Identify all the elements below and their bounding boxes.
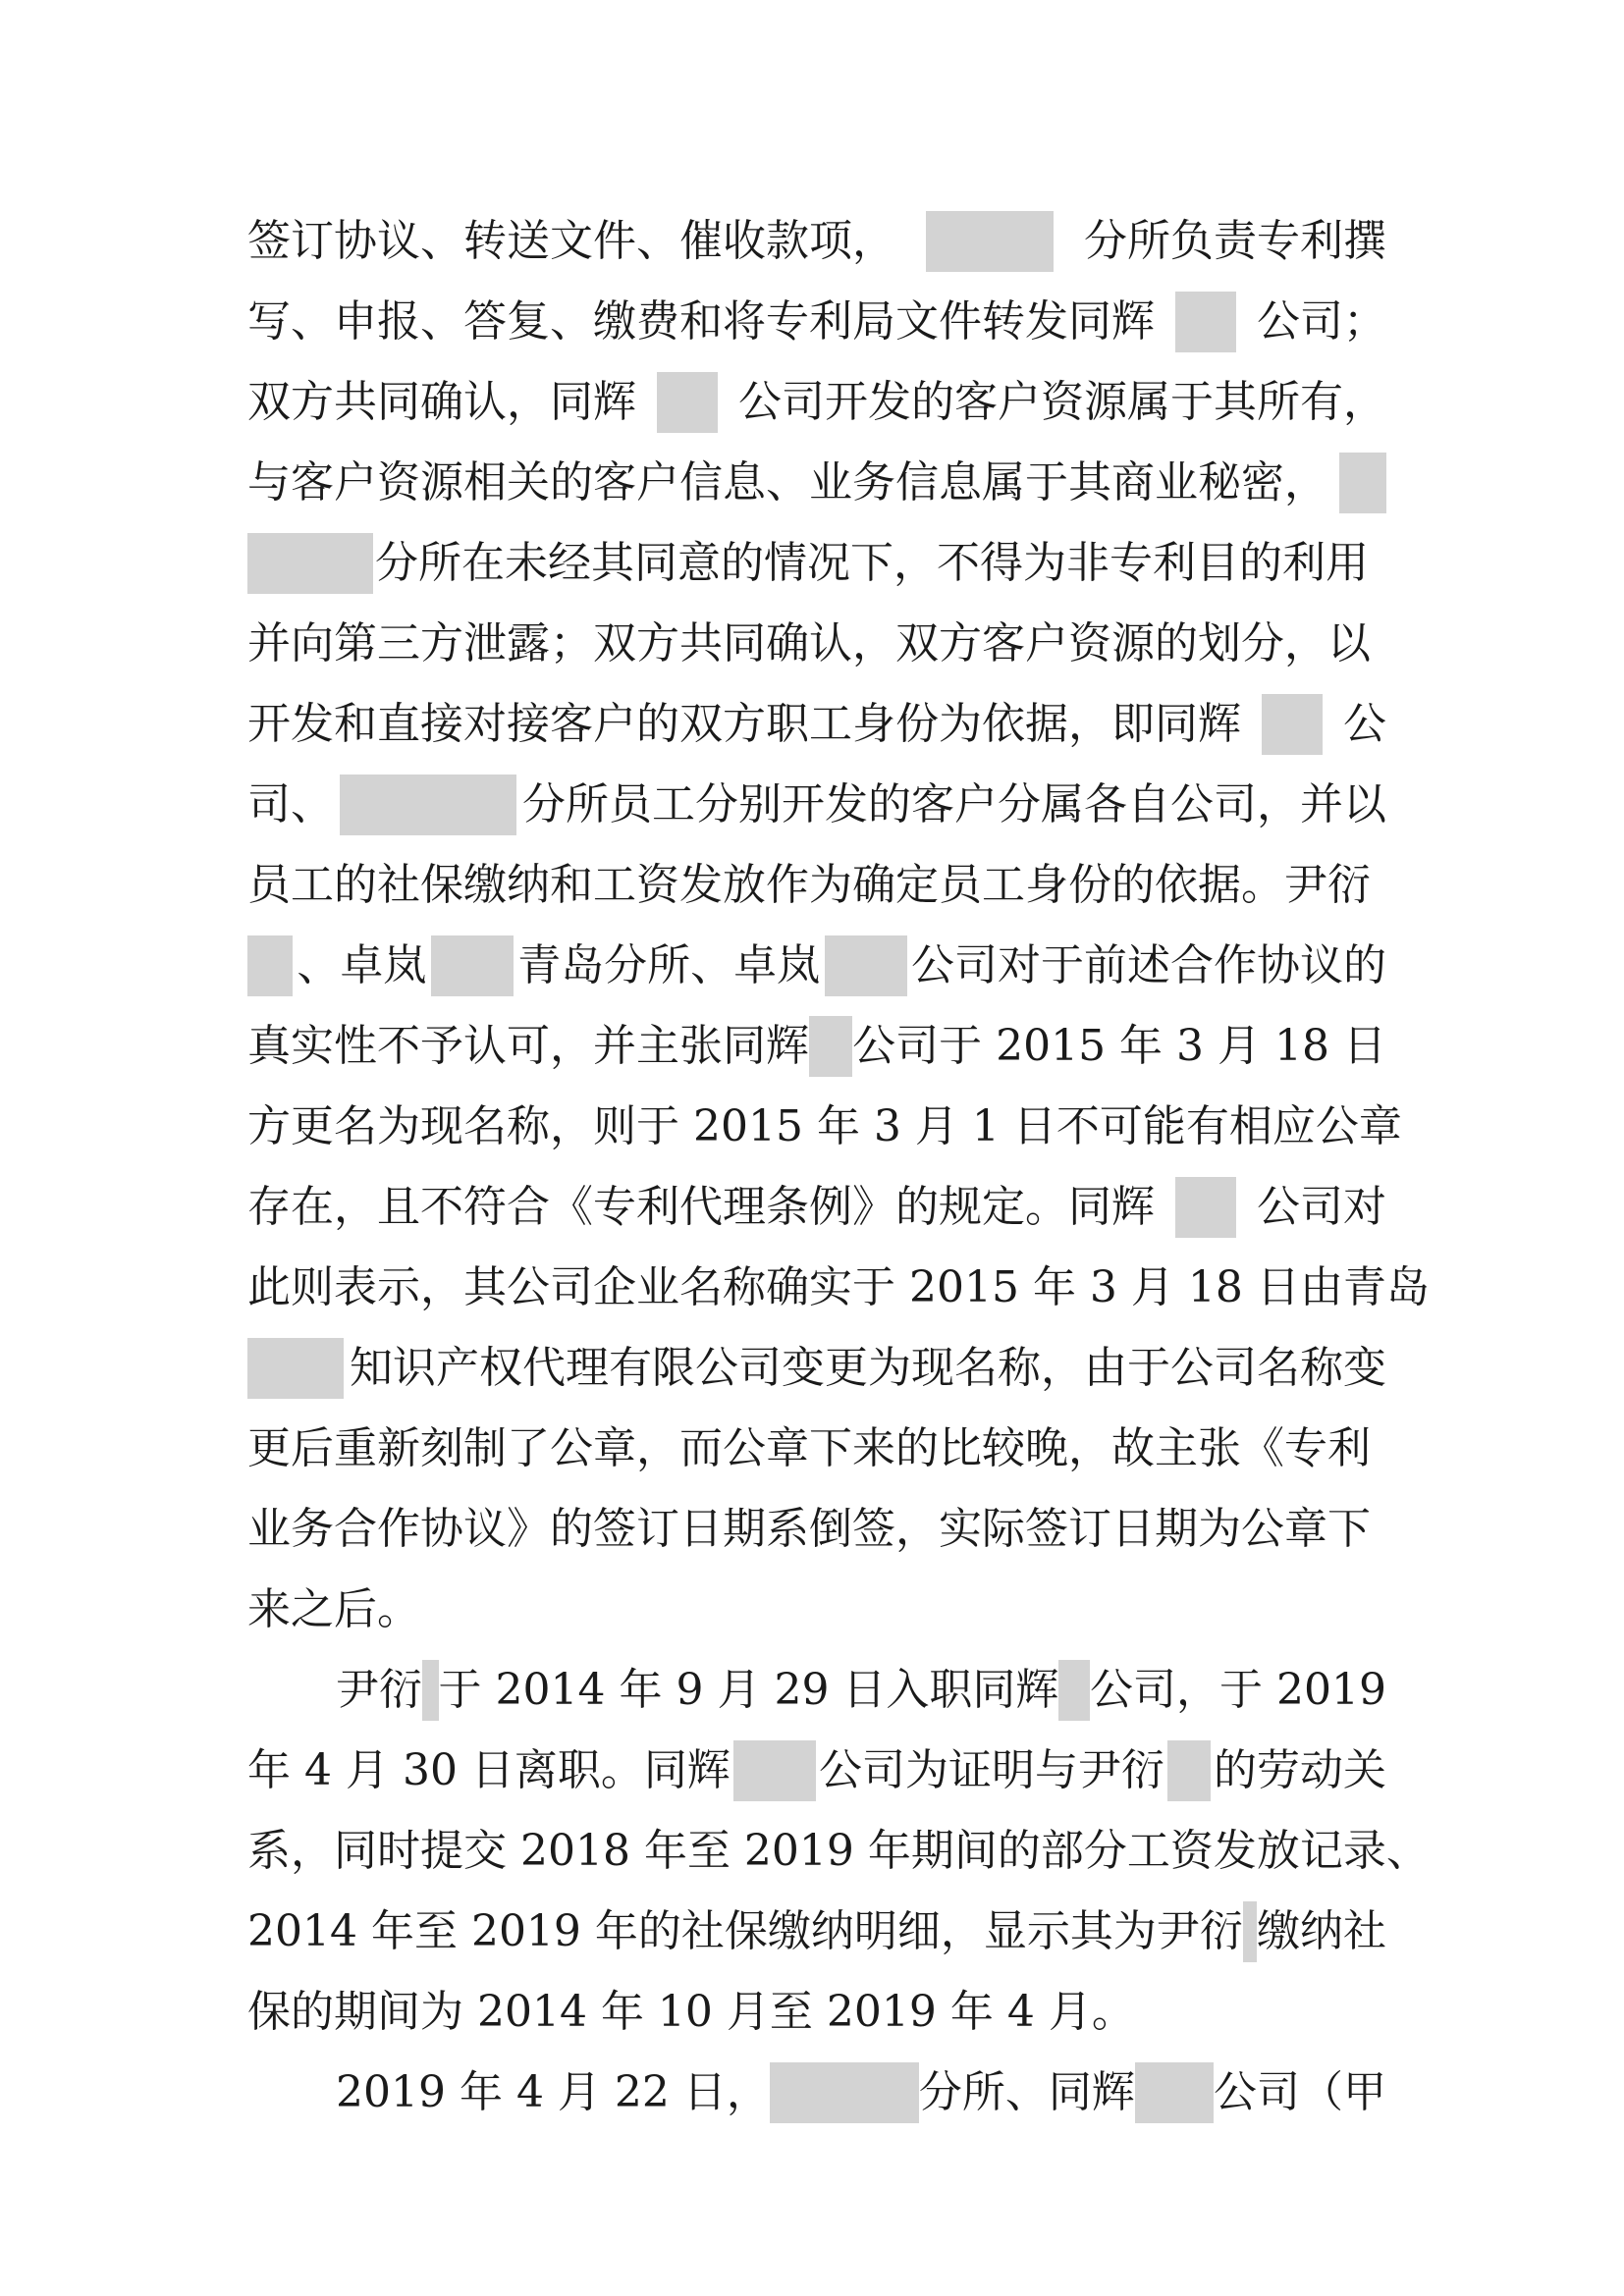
text-line: [247, 283, 1386, 361]
text-segment: 公司于 2015 年 3 月 18 日: [852, 1021, 1386, 1071]
text-segment: 公: [1343, 699, 1386, 749]
redaction-block: [247, 1338, 344, 1399]
redaction-block: [657, 372, 718, 433]
text-line: [247, 605, 1386, 683]
text-line: [247, 1168, 1386, 1247]
text-segment: 2019 年 4 月 22 日，: [336, 2067, 770, 2117]
redaction-block: [1175, 1177, 1236, 1238]
text-line: [247, 524, 1386, 603]
text-segment: 知识产权代理有限公司变更为现名称，由于公司名称变: [350, 1343, 1386, 1393]
text-segment: 此则表示，其公司企业名称确实于 2015 年 3 月 18 日由青岛: [247, 1262, 1430, 1312]
redaction-block: [1175, 292, 1236, 352]
text-line: [247, 1490, 1386, 1569]
text-segment: 业务合作协议》的签订日期系倒签，实际签订日期为公章下: [247, 1504, 1371, 1554]
text-segment: 存在，且不符合《专利代理条例》的规定。同辉: [247, 1182, 1155, 1232]
text-segment: 真实性不予认可，并主张同辉: [247, 1021, 809, 1071]
text-segment: 系，同时提交 2018 年至 2019 年期间的部分工资发放记录、: [247, 1826, 1430, 1876]
text-segment: 分所负责专利撰: [1084, 216, 1386, 266]
text-segment: 的劳动关: [1214, 1745, 1386, 1795]
text-segment: 分所、同辉: [918, 2067, 1135, 2117]
text-segment: 分所员工分别开发的客户分属各自公司，并以: [522, 779, 1386, 829]
text-segment: 青岛分所、卓岚: [517, 940, 821, 990]
redaction-block: [1243, 1901, 1257, 1962]
text-line: [247, 1973, 1386, 2052]
text-line: [247, 685, 1386, 764]
text-line: [336, 1651, 1386, 1730]
text-segment: 更后重新刻制了公章，而公章下来的比较晚，故主张《专利: [247, 1423, 1371, 1473]
text-segment: 2014 年至 2019 年的社保缴纳明细，显示其为尹衍: [247, 1906, 1243, 1956]
text-segment: 于 2014 年 9 月 29 日入职同辉: [438, 1665, 1059, 1715]
redaction-block: [733, 1740, 816, 1801]
text-line: [247, 202, 1386, 281]
text-line: [247, 1732, 1386, 1810]
text-line: [247, 1088, 1402, 1166]
text-line: [336, 2054, 1386, 2132]
text-segment: 与客户资源相关的客户信息、业务信息属于其商业秘密，: [247, 457, 1327, 507]
text-segment: 签订协议、转送文件、催收款项，: [247, 216, 895, 266]
text-line: [247, 1329, 1386, 1408]
text-segment: 公司，于 2019: [1090, 1665, 1386, 1715]
redaction-block: [1135, 2062, 1214, 2123]
redaction-block: [926, 211, 1054, 272]
text-segment: 分所在未经其同意的情况下，不得为非专利目的利用: [375, 538, 1369, 588]
redaction-block: [770, 2062, 919, 2123]
text-segment: 来之后。: [247, 1584, 420, 1634]
redaction-block: [1339, 453, 1386, 513]
text-line: [247, 846, 1386, 925]
redaction-block: [422, 1660, 439, 1721]
text-segment: 司、: [247, 779, 334, 829]
text-segment: 年 4 月 30 日离职。同辉: [247, 1745, 731, 1795]
text-segment: 公司为证明与尹衍: [818, 1745, 1164, 1795]
text-segment: 公司对于前述合作协议的: [910, 940, 1386, 990]
text-segment: 公司开发的客户资源属于其所有，: [738, 377, 1386, 427]
redaction-block: [247, 533, 373, 594]
text-segment: 方更名为现名称，则于 2015 年 3 月 1 日不可能有相应公章: [247, 1101, 1402, 1151]
redaction-block: [1167, 1740, 1211, 1801]
text-line: [247, 1007, 1386, 1086]
text-segment: 尹衍: [336, 1665, 422, 1715]
text-line: [247, 766, 1386, 844]
text-segment: 公司（甲: [1214, 2067, 1386, 2117]
text-segment: 保的期间为 2014 年 10 月至 2019 年 4 月。: [247, 1987, 1135, 2037]
redaction-block: [809, 1016, 852, 1077]
text-segment: 公司对: [1257, 1182, 1386, 1232]
redaction-block: [825, 935, 907, 996]
text-segment: 开发和直接对接客户的双方职工身份为依据，即同辉: [247, 699, 1241, 749]
text-line: [247, 1571, 1386, 1649]
text-segment: 写、申报、答复、缴费和将专利局文件转发同辉: [247, 296, 1155, 347]
text-segment: 、卓岚: [297, 940, 427, 990]
text-line: [247, 1249, 1430, 1327]
text-line: [247, 1893, 1386, 1971]
text-line: [247, 927, 1386, 1005]
redaction-block: [1058, 1660, 1090, 1721]
text-line: [247, 1410, 1386, 1488]
text-segment: 双方共同确认，同辉: [247, 377, 636, 427]
text-line: [247, 444, 1386, 522]
text-line: [247, 1812, 1430, 1891]
text-segment: 并向第三方泄露；双方共同确认，双方客户资源的划分，以: [247, 618, 1371, 668]
text-segment: 员工的社保缴纳和工资发放作为确定员工身份的依据。尹衍: [247, 860, 1371, 910]
text-segment: 公司；: [1257, 296, 1386, 347]
text-line: [247, 363, 1386, 442]
text-segment: 缴纳社: [1257, 1906, 1386, 1956]
redaction-block: [431, 935, 514, 996]
redaction-block: [1262, 694, 1323, 755]
redaction-block: [247, 935, 293, 996]
redaction-block: [340, 774, 516, 835]
